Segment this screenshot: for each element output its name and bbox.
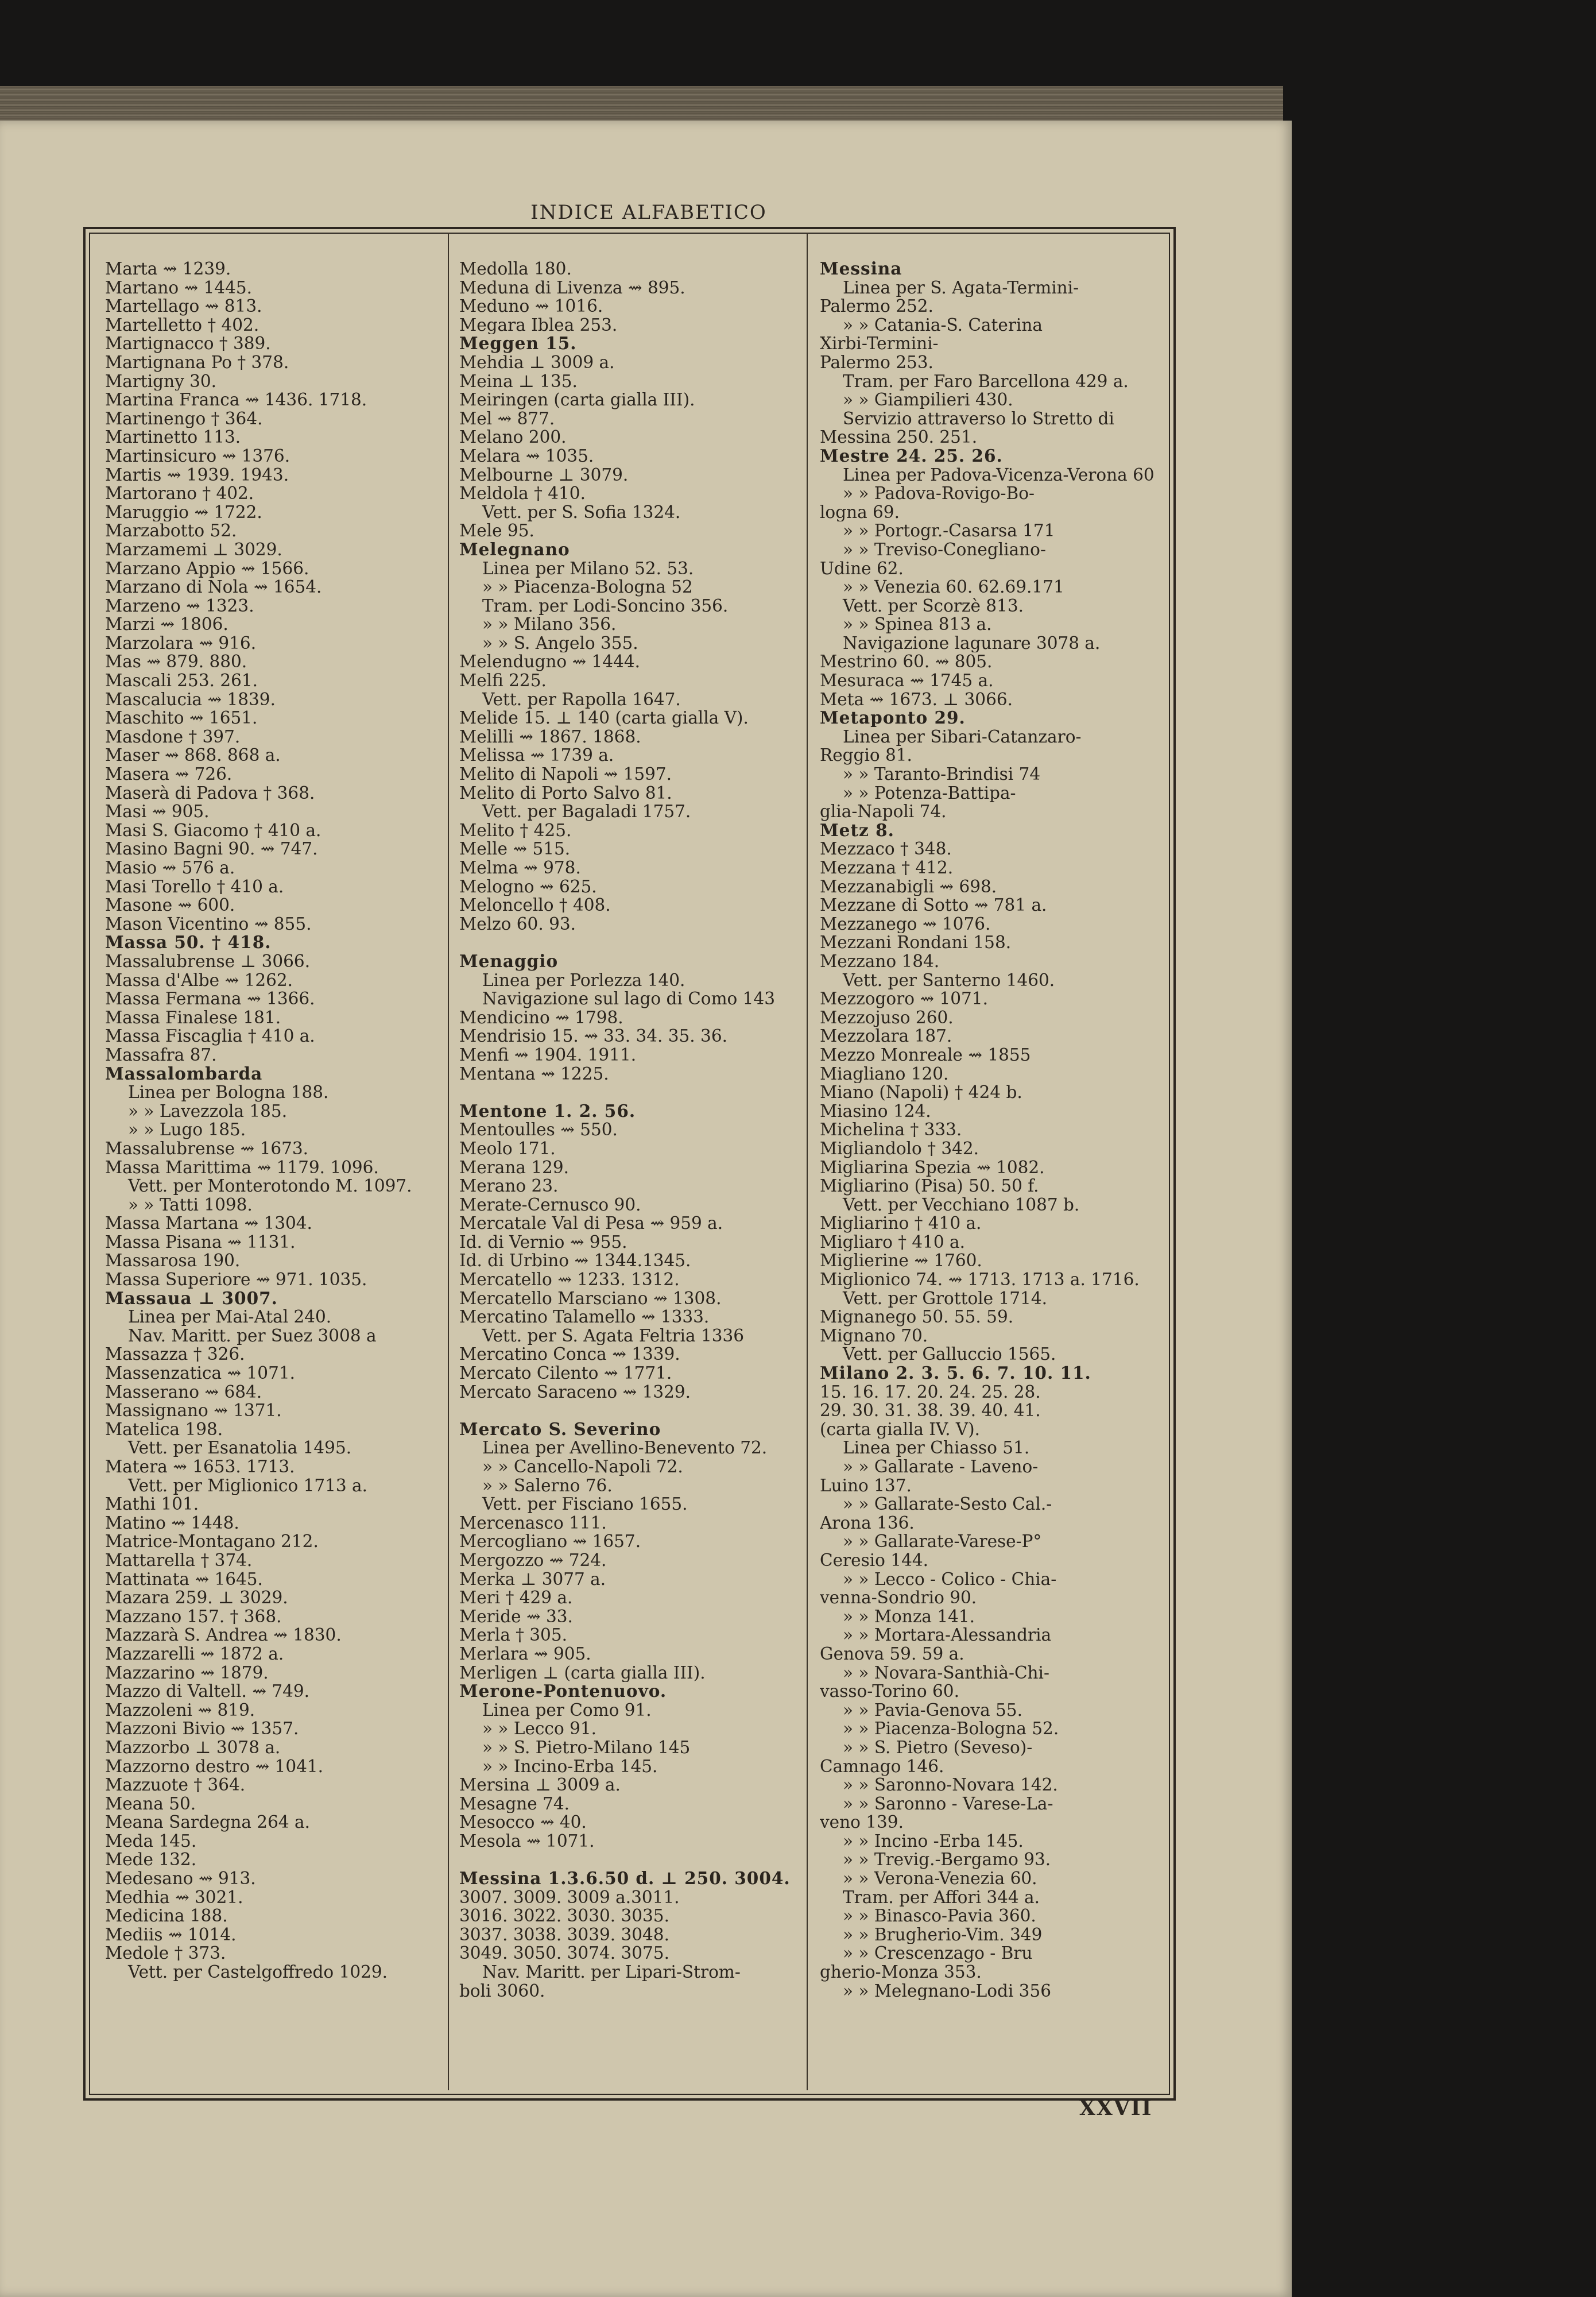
index-entry: Mezzojuso 260. <box>820 1008 954 1027</box>
index-entry: Melito di Porto Salvo 81. <box>459 783 672 803</box>
index-entry: Arona 136. <box>820 1513 915 1533</box>
index-entry: Mesagne 74. <box>459 1794 570 1813</box>
index-entry: » » Saronno-Novara 142. <box>843 1776 1058 1795</box>
index-entry: » » Tatti 1098. <box>128 1195 253 1215</box>
index-entry: 3049. 3050. 3074. 3075. <box>459 1944 669 1963</box>
index-entry: Merana 129. <box>459 1158 570 1177</box>
page-number: XXVII <box>1079 2096 1153 2120</box>
index-entry <box>459 933 792 952</box>
index-entry: » » Potenza-Battipa- <box>843 783 1016 803</box>
index-entry: Meldola † 410. <box>459 484 586 503</box>
index-entry: Martinsicuro ⇝ 1376. <box>105 446 290 466</box>
index-entry: Mele 95. <box>459 521 534 540</box>
index-entry: 3016. 3022. 3030. 3035. <box>459 1907 669 1925</box>
index-entry: gherio-Monza 353. <box>820 1963 982 1982</box>
index-entry: » » Melegnano-Lodi 356 <box>843 1981 1051 2001</box>
index-entry: Navigazione sul lago di Como 143 <box>482 989 775 1008</box>
index-entry: Martina Franca ⇝ 1436. 1718. <box>105 390 367 409</box>
index-entry: Vett. per Esanatolia 1495. <box>128 1438 352 1457</box>
index-entry: Melendugno ⇝ 1444. <box>459 652 641 672</box>
index-entry: Milano 2. 3. 5. 6. 7. 10. 11. <box>820 1364 1091 1383</box>
index-entry: Mezzani Rondani 158. <box>820 933 1012 952</box>
index-entry: Mercogliano ⇝ 1657. <box>459 1532 641 1551</box>
index-entry: Mas ⇝ 879. 880. <box>105 652 247 672</box>
index-entry: Medhia ⇝ 3021. <box>105 1888 243 1907</box>
index-entry: Martelletto † 402. <box>105 315 259 335</box>
index-entry: Masi Torello † 410 a. <box>105 877 284 896</box>
index-entry: Masi S. Giacomo † 410 a. <box>105 821 321 840</box>
index-entry: Mede 132. <box>105 1850 197 1870</box>
index-entry: Miglierine ⇝ 1760. <box>820 1251 982 1271</box>
index-entry: Meri † 429 a. <box>459 1588 573 1607</box>
index-entry: » » Pavia-Genova 55. <box>843 1700 1022 1720</box>
index-entry: Id. di Vernio ⇝ 955. <box>459 1232 627 1252</box>
index-entry: » » Brugherio-Vim. 349 <box>843 1925 1043 1944</box>
index-entry: Migliarino † 410 a. <box>820 1214 982 1233</box>
index-entry: Martigny 30. <box>105 372 217 391</box>
index-entry: Mignano 70. <box>820 1326 928 1345</box>
index-entry: Linea per Como 91. <box>482 1700 652 1720</box>
index-entry: Palermo 253. <box>820 353 933 372</box>
index-entry: Menfi ⇝ 1904. 1911. <box>459 1045 637 1065</box>
index-entry: Masserano ⇝ 684. <box>105 1382 262 1402</box>
index-entry: Mesola ⇝ 1071. <box>459 1831 595 1851</box>
index-entry: » » Piacenza-Bologna 52 <box>482 578 693 597</box>
index-entry: Meggen 15. <box>459 334 577 353</box>
index-entry: Megara Iblea 253. <box>459 315 618 335</box>
index-entry: vasso-Torino 60. <box>820 1682 959 1701</box>
index-entry: Michelina † 333. <box>820 1120 962 1139</box>
index-entry: Mattarella † 374. <box>105 1550 253 1570</box>
index-entry: Mesuraca ⇝ 1745 a. <box>820 671 994 690</box>
index-entry: » » Lecco 91. <box>482 1719 596 1738</box>
index-entry: Vett. per Castelgoffredo 1029. <box>128 1963 388 1982</box>
index-entry: Marzano di Nola ⇝ 1654. <box>105 578 322 597</box>
index-entry: » » Trevig.-Bergamo 93. <box>843 1850 1051 1870</box>
index-entry: Mediis ⇝ 1014. <box>105 1925 237 1944</box>
index-entry: Linea per S. Agata-Termini- <box>843 278 1079 297</box>
index-entry: Mazzarelli ⇝ 1872 a. <box>105 1644 284 1664</box>
index-entry: Mercatello Marsciano ⇝ 1308. <box>459 1289 722 1308</box>
index-entry: Mazzarà S. Andrea ⇝ 1830. <box>105 1626 342 1645</box>
index-entry: » » S. Pietro (Seveso)- <box>843 1738 1033 1757</box>
index-entry: Mercatale Val di Pesa ⇝ 959 a. <box>459 1214 723 1233</box>
index-entry: Meloncello † 408. <box>459 896 611 915</box>
index-entry: Mendrisio 15. ⇝ 33. 34. 35. 36. <box>459 1027 727 1046</box>
index-entry: Masera ⇝ 726. <box>105 765 233 784</box>
index-entry: » » Saronno - Varese-La- <box>843 1794 1053 1813</box>
index-entry: Merano 23. <box>459 1177 559 1196</box>
index-entry: Massa Pisana ⇝ 1131. <box>105 1232 296 1252</box>
index-entry: Melogno ⇝ 625. <box>459 877 597 896</box>
index-entry: Vett. per Monterotondo M. 1097. <box>128 1177 412 1196</box>
index-entry: Mel ⇝ 877. <box>459 409 555 428</box>
index-entry: Masino Bagni 90. ⇝ 747. <box>105 840 318 859</box>
index-entry: Medicina 188. <box>105 1907 228 1925</box>
index-entry: Mazzorbo ⊥ 3078 a. <box>105 1738 281 1757</box>
index-entry: Mezzane di Sotto ⇝ 781 a. <box>820 896 1047 915</box>
index-entry: Maserà di Padova † 368. <box>105 783 315 803</box>
index-entry: » » Gallarate-Sesto Cal.- <box>843 1495 1052 1514</box>
index-entry: Mazzuote † 364. <box>105 1776 246 1795</box>
index-entry: Palermo 252. <box>820 297 933 316</box>
index-entry: Mesocco ⇝ 40. <box>459 1813 587 1832</box>
index-entry: » » Incino -Erba 145. <box>843 1831 1024 1851</box>
index-entry: Mezzanego ⇝ 1076. <box>820 914 991 934</box>
index-entry: 3007. 3009. 3009 a.3011. <box>459 1888 680 1907</box>
index-entry: Massa Marittima ⇝ 1179. 1096. <box>105 1158 379 1177</box>
index-entry: Mazzano 157. † 368. <box>105 1607 282 1626</box>
index-entry: Servizio attraverso lo Stretto di <box>843 409 1114 428</box>
index-entry: » » Monza 141. <box>843 1607 975 1626</box>
index-entry: Vett. per Galluccio 1565. <box>843 1345 1056 1364</box>
index-entry: Mezzolara 187. <box>820 1027 952 1046</box>
index-entry: Metz 8. <box>820 821 894 840</box>
index-entry: Mazzoni Bivio ⇝ 1357. <box>105 1719 299 1738</box>
index-column-2 <box>459 260 792 2000</box>
index-entry: Maschito ⇝ 1651. <box>105 709 258 728</box>
index-column-3 <box>820 260 1164 2000</box>
index-entry: » » Piacenza-Bologna 52. <box>843 1719 1059 1738</box>
index-entry: boli 3060. <box>459 1981 545 2001</box>
index-entry: Martignana Po † 378. <box>105 353 289 372</box>
index-entry: Massalubrense ⊥ 3066. <box>105 952 311 971</box>
index-entry: Meda 145. <box>105 1831 197 1851</box>
index-entry: Massa Fiscaglia † 410 a. <box>105 1027 315 1046</box>
index-entry: Mercatino Talamello ⇝ 1333. <box>459 1308 710 1327</box>
index-entry: Melilli ⇝ 1867. 1868. <box>459 727 641 747</box>
index-entry: Miasino 124. <box>820 1101 931 1121</box>
index-entry: Mentana ⇝ 1225. <box>459 1064 609 1084</box>
index-entry: Matelica 198. <box>105 1420 223 1439</box>
index-entry: Meana 50. <box>105 1794 196 1813</box>
index-entry: Merligen ⊥ (carta gialla III). <box>459 1663 706 1683</box>
index-entry: Melito di Napoli ⇝ 1597. <box>459 765 672 784</box>
index-entry: Massenzatica ⇝ 1071. <box>105 1364 295 1383</box>
index-entry: Camnago 146. <box>820 1757 944 1776</box>
index-entry: Navigazione lagunare 3078 a. <box>843 633 1101 653</box>
index-entry: Miglionico 74. ⇝ 1713. 1713 a. 1716. <box>820 1270 1140 1289</box>
index-entry: 15. 16. 17. 20. 24. 25. 28. <box>820 1382 1041 1402</box>
index-entry: Medole † 373. <box>105 1944 226 1963</box>
index-entry: Mercato S. Severino <box>459 1420 661 1439</box>
index-entry: Mezzanabigli ⇝ 698. <box>820 877 997 896</box>
index-entry: Martellago ⇝ 813. <box>105 297 262 316</box>
index-entry: Linea per Chiasso 51. <box>843 1438 1030 1457</box>
index-entry: Mercatino Conca ⇝ 1339. <box>459 1345 680 1364</box>
index-entry: Mascali 253. 261. <box>105 671 258 690</box>
index-entry: Mazzarino ⇝ 1879. <box>105 1663 269 1683</box>
index-entry: » » Lugo 185. <box>128 1120 246 1139</box>
index-entry: Medolla 180. <box>459 260 572 279</box>
index-entry: Tram. per Affori 344 a. <box>843 1888 1040 1907</box>
index-entry: Massalombarda <box>105 1064 263 1084</box>
index-entry: Maser ⇝ 868. 868 a. <box>105 746 281 765</box>
index-entry: Matrice-Montagano 212. <box>105 1532 319 1551</box>
index-entry: Martorano † 402. <box>105 484 254 503</box>
index-entry: Vett. per Fisciano 1655. <box>482 1495 688 1514</box>
index-entry: Mercenasco 111. <box>459 1513 607 1533</box>
index-entry: Meiringen (carta gialla III). <box>459 390 695 409</box>
index-entry: (carta gialla IV. V). <box>820 1420 981 1439</box>
index-entry: Massafra 87. <box>105 1045 217 1065</box>
index-entry: Linea per Sibari-Catanzaro- <box>843 727 1082 747</box>
index-entry: Marzamemi ⊥ 3029. <box>105 540 282 559</box>
index-entry: Mazzo di Valtell. ⇝ 749. <box>105 1682 310 1701</box>
index-entry: » » Binasco-Pavia 360. <box>843 1907 1036 1925</box>
index-entry: Vett. per Rapolla 1647. <box>482 690 681 709</box>
index-entry: venna-Sondrio 90. <box>820 1588 977 1607</box>
index-entry: Melma ⇝ 978. <box>459 859 581 877</box>
index-entry: Marta ⇝ 1239. <box>105 260 231 279</box>
index-entry: » » Giampilieri 430. <box>843 390 1013 409</box>
index-entry: Martano ⇝ 1445. <box>105 278 253 297</box>
index-entry: Linea per Avellino-Benevento 72. <box>482 1438 768 1457</box>
index-entry: » » Gallarate - Laveno- <box>843 1457 1039 1476</box>
index-entry: Massa 50. † 418. <box>105 933 272 952</box>
index-entry: Melide 15. ⊥ 140 (carta gialla V). <box>459 709 749 728</box>
index-entry: Messina <box>820 260 902 279</box>
index-entry: Masi ⇝ 905. <box>105 802 210 821</box>
index-entry: Udine 62. <box>820 559 904 578</box>
index-entry: » » Mortara-Alessandria <box>843 1626 1052 1645</box>
index-entry: Masio ⇝ 576 a. <box>105 859 235 877</box>
index-entry: Miano (Napoli) † 424 b. <box>820 1083 1022 1102</box>
index-entry: 3037. 3038. 3039. 3048. <box>459 1925 669 1944</box>
index-entry: Merka ⊥ 3077 a. <box>459 1569 606 1589</box>
index-entry: Reggio 81. <box>820 746 912 765</box>
index-entry: Mercatello ⇝ 1233. 1312. <box>459 1270 680 1289</box>
index-entry: Migliarino (Pisa) 50. 50 f. <box>820 1177 1039 1196</box>
index-entry: Merate-Cernusco 90. <box>459 1195 641 1215</box>
index-entry: Melzo 60. 93. <box>459 914 576 934</box>
index-entry: Melbourne ⊥ 3079. <box>459 465 629 485</box>
index-entry: » » Gallarate-Varese-P° <box>843 1532 1042 1551</box>
index-entry: » » Catania-S. Caterina <box>843 315 1043 335</box>
index-entry: Miagliano 120. <box>820 1064 949 1084</box>
index-entry: » » Milano 356. <box>482 615 617 634</box>
index-entry: Melegnano <box>459 540 570 559</box>
index-entry: » » Treviso-Conegliano- <box>843 540 1046 559</box>
page-header: INDICE ALFABETICO <box>530 201 767 224</box>
index-entry: » » Verona-Venezia 60. <box>843 1869 1037 1888</box>
index-entry: Merlara ⇝ 905. <box>459 1644 591 1664</box>
index-entry: » » Lecco - Colico - Chia- <box>843 1569 1057 1589</box>
index-entry: Mezzano 184. <box>820 952 940 971</box>
index-entry: Linea per Bologna 188. <box>128 1083 329 1102</box>
index-entry: Mestrino 60. ⇝ 805. <box>820 652 993 672</box>
index-entry: Marzabotto 52. <box>105 521 237 540</box>
index-entry: Linea per Porlezza 140. <box>482 970 685 990</box>
index-entry: logna 69. <box>820 502 900 522</box>
index-entry: Massazza † 326. <box>105 1345 245 1364</box>
index-entry: veno 139. <box>820 1813 904 1832</box>
index-entry: Vett. per Miglionico 1713 a. <box>128 1476 368 1495</box>
index-entry: Massaua ⊥ 3007. <box>105 1289 278 1308</box>
index-entry: Mezzaco † 348. <box>820 840 952 859</box>
index-entry: Medesano ⇝ 913. <box>105 1869 256 1888</box>
index-entry: Melara ⇝ 1035. <box>459 446 594 466</box>
index-entry: Mathi 101. <box>105 1495 199 1514</box>
index-entry: Vett. per Vecchiano 1087 b. <box>843 1195 1080 1215</box>
index-entry: » » Portogr.-Casarsa 171 <box>843 521 1055 540</box>
index-entry: Meta ⇝ 1673. ⊥ 3066. <box>820 690 1013 709</box>
index-entry: » » S. Angelo 355. <box>482 633 638 653</box>
index-entry: Martinengo † 364. <box>105 409 263 428</box>
index-entry: Melissa ⇝ 1739 a. <box>459 746 614 765</box>
index-entry: » » S. Pietro-Milano 145 <box>482 1738 691 1757</box>
index-entry <box>459 1083 792 1102</box>
index-entry: Massa Fermana ⇝ 1366. <box>105 989 315 1008</box>
index-entry: Nav. Maritt. per Suez 3008 a <box>128 1326 377 1345</box>
index-entry: Massarosa 190. <box>105 1251 241 1271</box>
index-entry: Linea per Milano 52. 53. <box>482 559 694 578</box>
index-entry: Marzi ⇝ 1806. <box>105 615 228 634</box>
index-entry: Matera ⇝ 1653. 1713. <box>105 1457 295 1476</box>
index-entry: Vett. per S. Sofia 1324. <box>482 502 681 522</box>
index-entry: Vett. per S. Agata Feltria 1336 <box>482 1326 745 1345</box>
index-entry: Mercato Saraceno ⇝ 1329. <box>459 1382 691 1402</box>
index-entry: Massalubrense ⇝ 1673. <box>105 1139 309 1158</box>
column-divider <box>448 233 449 2090</box>
index-entry: Mentoulles ⇝ 550. <box>459 1120 618 1139</box>
index-entry: Melfi 225. <box>459 671 547 690</box>
index-entry: » » Incino-Erba 145. <box>482 1757 658 1776</box>
index-entry: Menaggio <box>459 952 559 971</box>
index-entry: Messina 250. 251. <box>820 428 978 447</box>
index-entry: Genova 59. 59 a. <box>820 1644 964 1664</box>
index-entry: Vett. per Santerno 1460. <box>843 970 1055 990</box>
index-entry: Meina ⊥ 135. <box>459 372 578 391</box>
index-entry: Meduno ⇝ 1016. <box>459 297 603 316</box>
index-entry: Mentone 1. 2. 56. <box>459 1101 636 1121</box>
index-entry: Linea per Mai-Atal 240. <box>128 1308 332 1327</box>
index-entry: Merone-Pontenuovo. <box>459 1682 667 1701</box>
index-entry: Meolo 171. <box>459 1139 556 1158</box>
index-entry: Martis ⇝ 1939. 1943. <box>105 465 289 485</box>
index-entry: Vett. per Grottole 1714. <box>843 1289 1047 1308</box>
index-entry: Migliandolo † 342. <box>820 1139 979 1158</box>
index-entry: Meduna di Livenza ⇝ 895. <box>459 278 685 297</box>
index-entry: Mascalucia ⇝ 1839. <box>105 690 276 709</box>
index-entry: Mehdia ⊥ 3009 a. <box>459 353 615 372</box>
index-entry: » » Spinea 813 a. <box>843 615 992 634</box>
index-entry: Tram. per Faro Barcellona 429 a. <box>843 372 1129 391</box>
index-entry: » » Cancello-Napoli 72. <box>482 1457 683 1476</box>
index-entry: Ceresio 144. <box>820 1550 928 1570</box>
index-entry: Id. di Urbino ⇝ 1344.1345. <box>459 1251 691 1271</box>
index-entry: Migliarina Spezia ⇝ 1082. <box>820 1158 1045 1177</box>
index-entry: » » Lavezzola 185. <box>128 1101 288 1121</box>
index-entry: Maruggio ⇝ 1722. <box>105 502 262 522</box>
index-entry: Masdone † 397. <box>105 727 241 747</box>
index-entry: Messina 1.3.6.50 d. ⊥ 250. 3004. <box>459 1869 791 1888</box>
index-entry <box>459 1850 792 1869</box>
index-entry: Melano 200. <box>459 428 567 447</box>
index-entry: Marzano Appio ⇝ 1566. <box>105 559 309 578</box>
index-entry: Massa Superiore ⇝ 971. 1035. <box>105 1270 367 1289</box>
index-entry: Mercato Cilento ⇝ 1771. <box>459 1364 672 1383</box>
index-entry: Meride ⇝ 33. <box>459 1607 573 1626</box>
index-entry: Linea per Padova-Vicenza-Verona 60 <box>843 465 1155 485</box>
index-entry: Mazzorno destro ⇝ 1041. <box>105 1757 323 1776</box>
index-entry: Migliaro † 410 a. <box>820 1232 965 1252</box>
index-entry: Vett. per Scorzè 813. <box>843 596 1024 616</box>
index-entry: » » Novara-Santhià-Chi- <box>843 1663 1049 1683</box>
index-entry: Tram. per Lodi-Soncino 356. <box>482 596 729 616</box>
index-entry <box>459 1401 792 1420</box>
index-entry: Masone ⇝ 600. <box>105 896 235 915</box>
index-entry: Marzolara ⇝ 916. <box>105 633 257 653</box>
index-entry: Merla † 305. <box>459 1626 567 1645</box>
index-entry: glia-Napoli 74. <box>820 802 947 821</box>
index-entry: 29. 30. 31. 38. 39. 40. 41. <box>820 1401 1041 1420</box>
index-entry: Martinetto 113. <box>105 428 241 447</box>
index-entry: » » Taranto-Brindisi 74 <box>843 765 1041 784</box>
index-entry: Melle ⇝ 515. <box>459 840 571 859</box>
index-entry: Mersina ⊥ 3009 a. <box>459 1776 621 1795</box>
index-entry: Metaponto 29. <box>820 709 966 728</box>
index-entry: » » Padova-Rovigo-Bo- <box>843 484 1035 503</box>
index-column-1 <box>105 260 438 1982</box>
index-entry: Mazzoleni ⇝ 819. <box>105 1700 255 1720</box>
index-entry: » » Crescenzago - Bru <box>843 1944 1033 1963</box>
index-entry: Mazara 259. ⊥ 3029. <box>105 1588 288 1607</box>
index-entry: Melito † 425. <box>459 821 572 840</box>
index-entry: Meana Sardegna 264 a. <box>105 1813 310 1832</box>
index-entry: Nav. Maritt. per Lipari-Strom- <box>482 1963 741 1982</box>
index-entry: Mezzogoro ⇝ 1071. <box>820 989 988 1008</box>
column-divider <box>807 233 808 2090</box>
index-entry: Mignanego 50. 55. 59. <box>820 1308 1014 1327</box>
index-entry: Massa Martana ⇝ 1304. <box>105 1214 312 1233</box>
index-entry: Mergozzo ⇝ 724. <box>459 1550 607 1570</box>
index-entry: Mendicino ⇝ 1798. <box>459 1008 623 1027</box>
index-entry: Massignano ⇝ 1371. <box>105 1401 282 1420</box>
index-entry: Mattinata ⇝ 1645. <box>105 1569 263 1589</box>
index-entry: Mason Vicentino ⇝ 855. <box>105 914 312 934</box>
index-entry: Mezzana † 412. <box>820 859 954 877</box>
index-entry: Martignacco † 389. <box>105 334 271 353</box>
index-entry: Mestre 24. 25. 26. <box>820 446 1003 466</box>
index-entry: Massa Finalese 181. <box>105 1008 281 1027</box>
index-entry: Xirbi-Termini- <box>820 334 939 353</box>
index-entry: » » Venezia 60. 62.69.171 <box>843 578 1064 597</box>
index-entry: Massa d'Albe ⇝ 1262. <box>105 970 293 990</box>
index-entry: Mezzo Monreale ⇝ 1855 <box>820 1045 1031 1065</box>
index-entry: Luino 137. <box>820 1476 912 1495</box>
index-entry: Vett. per Bagaladi 1757. <box>482 802 691 821</box>
index-entry: » » Salerno 76. <box>482 1476 613 1495</box>
index-entry: Marzeno ⇝ 1323. <box>105 596 254 616</box>
index-entry: Matino ⇝ 1448. <box>105 1513 239 1533</box>
